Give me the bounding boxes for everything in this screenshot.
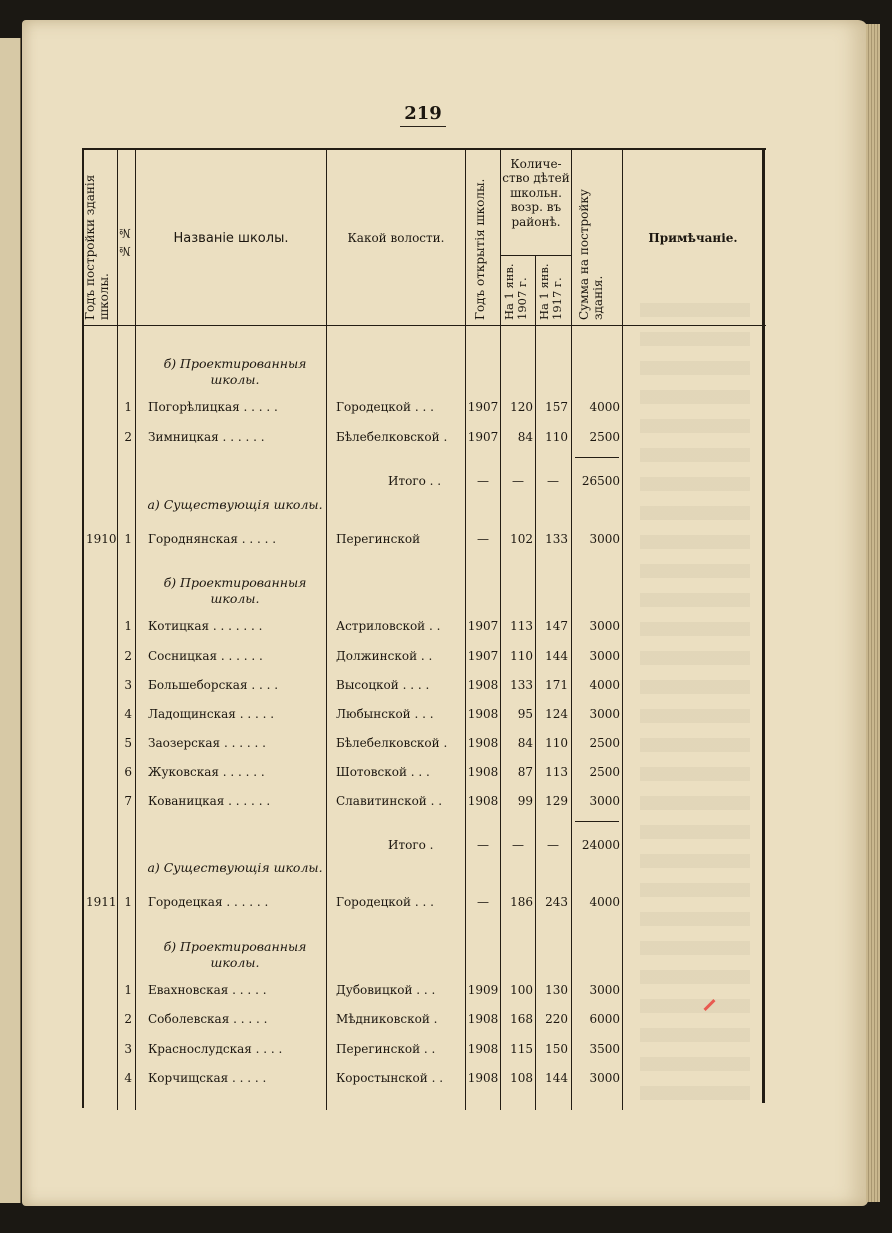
header-children-count: Количе-ство дѣтей школьн. возр. въ районѣ. [502,157,570,229]
section-heading: б) Проектированныя школы. [163,356,307,387]
cell-children-1907: — [512,474,524,488]
cell-school-name: Сосницкая . . . . . . [148,649,263,663]
cell-opened: 1908 [467,794,499,808]
cell-opened: 1908 [467,765,499,779]
cell-opened: — [477,838,489,852]
cell-school-name: Котицкая . . . . . . . [148,619,263,633]
cell-children-1907: 102 [510,532,533,546]
subtotal-rule [575,457,619,458]
section-heading: а) Существующія школы. [147,497,323,512]
cell-children-1907: 115 [510,1042,533,1056]
children-subheader-rule [500,255,571,256]
cell-opened: 1907 [467,649,499,663]
cell-opened: 1908 [467,1012,499,1026]
table-top-rule [82,148,766,150]
cell-sum: 4000 [589,678,620,692]
cell-school-name: Городецкая . . . . . . [148,895,269,909]
cell-school-name: Соболевская . . . . . [148,1012,268,1026]
cell-school-name: Погорѣлицкая . . . . . [148,400,278,414]
cell-sum: 2500 [589,736,620,750]
cell-volost: Славитинской . . [336,794,443,808]
cell-school-name: Зимницкая . . . . . . [148,430,265,444]
cell-volost: Должинской . . [336,649,433,663]
cell-volost: Перегинской . . [336,1042,436,1056]
cell-year-built: 1910 [86,532,117,546]
cell-children-1907: 84 [517,736,533,750]
cell-opened: 1907 [467,400,499,414]
cell-opened: 1908 [467,1071,499,1085]
cell-year-built: 1911 [86,895,117,909]
page-number: 219 [400,103,446,127]
cell-children-1917: 130 [545,983,568,997]
cell-no: 1 [124,400,132,414]
cell-children-1917: — [547,474,559,488]
cell-children-1917: 220 [545,1012,568,1026]
col-divider-number [135,148,136,1110]
cell-no: 1 [124,532,132,546]
cell-opened: — [477,895,489,909]
cell-no: 3 [124,678,132,692]
cell-opened: 1907 [467,619,499,633]
cell-children-1907: 186 [510,895,533,909]
cell-volost: Городецкой . . . [336,400,434,414]
cell-volost: Дубовицкой . . . [336,983,436,997]
cell-volost: Шотовской . . . [336,765,430,779]
cell-children-1907: 84 [517,430,533,444]
cell-children-1917: 113 [545,765,568,779]
header-volost: Какой волости. [347,231,445,245]
cell-no: 2 [124,1012,132,1026]
cell-children-1917: 147 [545,619,568,633]
cell-no: 1 [124,895,132,909]
cell-children-1907: 133 [510,678,533,692]
cell-opened: 1908 [467,678,499,692]
cell-children-1917: 124 [545,707,568,721]
cell-no: 1 [124,983,132,997]
cell-children-1917: 144 [545,1071,568,1085]
cell-sum: 4000 [589,895,620,909]
cell-school-name: Жуковская . . . . . . [148,765,265,779]
cell-no: 1 [124,619,132,633]
cell-children-1917: 133 [545,532,568,546]
header-school-name: Названіе школы. [173,231,289,246]
cell-sum: 3000 [589,1071,620,1085]
cell-volost: Астриловской . . [336,619,441,633]
total-label: Итого . . [388,474,442,488]
header-year-opened: Годъ открытія школы. [473,178,487,320]
cell-sum: 3000 [589,707,620,721]
cell-school-name: Ладощинская . . . . . [148,707,275,721]
cell-children-1907: 113 [510,619,533,633]
cell-sum: 3000 [589,794,620,808]
cell-sum: 6000 [589,1012,620,1026]
cell-opened: — [477,474,489,488]
cell-children-1907: 110 [510,649,533,663]
cell-volost: Перегинской [336,532,421,546]
cell-volost: Коростынской . . [336,1071,444,1085]
bleed-through-texture [640,300,750,1100]
cell-children-1917: 157 [545,400,568,414]
cell-school-name: Корчищская . . . . . [148,1071,267,1085]
cell-volost: Городецкой . . . [336,895,434,909]
cell-sum: 3000 [589,619,620,633]
cell-opened: 1908 [467,1042,499,1056]
cell-children-1917: 144 [545,649,568,663]
cell-no: 3 [124,1042,132,1056]
cell-children-1917: 110 [545,736,568,750]
cell-school-name: Краснослудская . . . . [148,1042,283,1056]
cell-children-1907: — [512,838,524,852]
cell-no: 6 [124,765,132,779]
cell-children-1907: 99 [517,794,533,808]
col-divider-name [326,148,327,1110]
cell-school-name: Евахновская . . . . . [148,983,267,997]
cell-opened: — [477,532,489,546]
cell-school-name: Заозерская . . . . . . [148,736,266,750]
cell-sum: 2500 [589,765,620,779]
cell-volost: Бѣлебелковской . [336,430,448,444]
cell-children-1917: 243 [545,895,568,909]
cell-sum: 3000 [589,983,620,997]
cell-opened: 1909 [467,983,499,997]
cell-sum: 3000 [589,649,620,663]
cell-school-name: Большеборская . . . . [148,678,279,692]
subtotal-rule [575,821,619,822]
cell-no: 5 [124,736,132,750]
total-label: Итого . [388,838,434,852]
cell-school-name: Кованицкая . . . . . . [148,794,271,808]
total-sum: 24000 [581,838,620,852]
cell-opened: 1907 [467,430,499,444]
cell-opened: 1908 [467,736,499,750]
cell-children-1907: 95 [517,707,533,721]
section-heading: а) Существующія школы. [147,860,323,875]
cell-children-1917: 171 [545,678,568,692]
facing-page-edge [0,38,21,1203]
cell-school-name: Городнянская . . . . . [148,532,277,546]
cell-children-1917: — [547,838,559,852]
header-note: Примѣчаніе. [648,231,738,245]
header-children-1907: На 1 янв. 1907 г. [502,263,530,320]
cell-children-1917: 129 [545,794,568,808]
header-bottom-rule [82,325,766,326]
cell-children-1907: 100 [510,983,533,997]
cell-opened: 1908 [467,707,499,721]
cell-children-1917: 150 [545,1042,568,1056]
cell-volost: Бѣлебелковской . [336,736,448,750]
header-children-1917: На 1 янв. 1917 г. [537,263,565,320]
cell-volost: Высоцкой . . . . [336,678,430,692]
cell-no: 4 [124,1071,132,1085]
cell-children-1907: 87 [517,765,533,779]
table-right-border [762,148,765,1103]
cell-volost: Мѣдниковской . [336,1012,438,1026]
section-heading: б) Проектированныя школы. [163,575,307,606]
header-sum: Сумма на постройку зданія. [577,189,605,320]
cell-no: 2 [124,430,132,444]
total-sum: 26500 [581,474,620,488]
cell-volost: Любынской . . . [336,707,434,721]
cell-sum: 4000 [589,400,620,414]
col-divider-sum [622,148,623,1110]
section-heading: б) Проектированныя школы. [163,939,307,970]
header-year-built: Годъ постройки зданія школы. [83,174,111,320]
cell-children-1917: 110 [545,430,568,444]
header-number: № № [118,226,132,258]
cell-sum: 2500 [589,430,620,444]
cell-no: 2 [124,649,132,663]
cell-sum: 3500 [589,1042,620,1056]
cell-children-1907: 168 [510,1012,533,1026]
cell-sum: 3000 [589,532,620,546]
cell-children-1907: 108 [510,1071,533,1085]
cell-children-1907: 120 [510,400,533,414]
cell-no: 4 [124,707,132,721]
cell-no: 7 [124,794,132,808]
page-stack-edge [866,24,880,1202]
